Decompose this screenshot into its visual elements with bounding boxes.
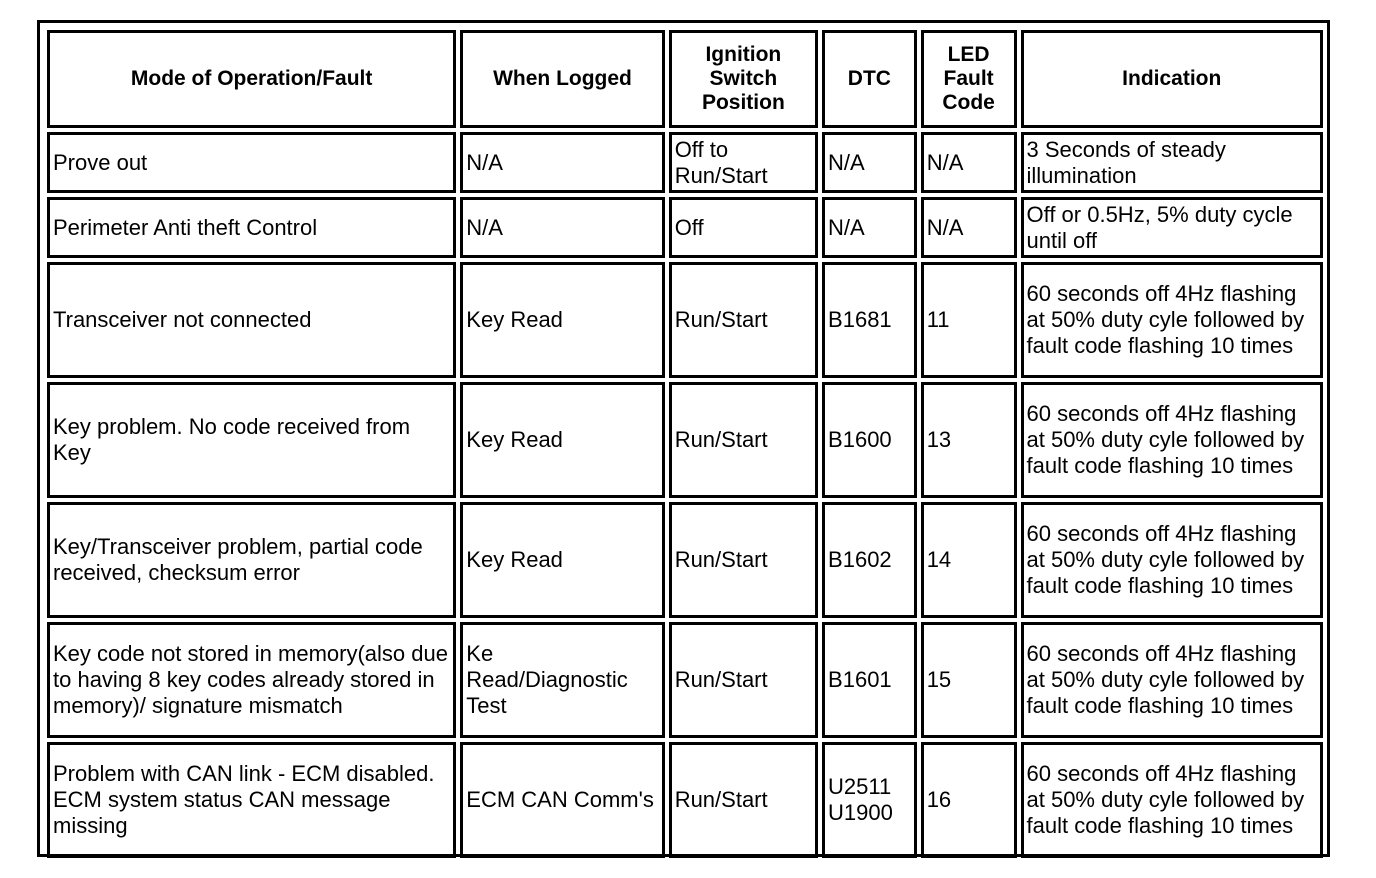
cell-logged: N/A: [460, 197, 664, 258]
cell-indication: Off or 0.5Hz, 5% duty cycle until off: [1021, 197, 1324, 258]
cell-indication: 60 seconds off 4Hz flashing at 50% duty cyle followed by fault code flashing 10 times: [1021, 622, 1324, 738]
header-row: [47, 30, 1323, 128]
header-mode: Mode of Operation/Fault: [47, 30, 456, 128]
cell-mode: Prove out: [47, 132, 456, 193]
cell-logged: Key Read: [460, 262, 664, 378]
cell-dtc: B1600: [822, 382, 917, 498]
header-led: LED Fault Code: [921, 30, 1017, 128]
cell-mode: Key/Transceiver problem, partial code received, checksum error: [47, 502, 456, 618]
cell-mode: Perimeter Anti theft Control: [47, 197, 456, 258]
cell-ignition: Run/Start: [669, 502, 818, 618]
cell-indication: 3 Seconds of steady illumination: [1021, 132, 1324, 193]
table-row: [47, 197, 1323, 258]
fault-table: [43, 26, 1327, 862]
cell-dtc: N/A: [822, 132, 917, 193]
cell-ignition: Run/Start: [669, 622, 818, 738]
header-dtc: DTC: [822, 30, 917, 128]
cell-logged: Key Read: [460, 382, 664, 498]
cell-logged: Key Read: [460, 502, 664, 618]
header-ignition: Ignition Switch Position: [669, 30, 818, 128]
cell-dtc: B1602: [822, 502, 917, 618]
cell-ignition: Run/Start: [669, 742, 818, 858]
cell-mode: Transceiver not connected: [47, 262, 456, 378]
cell-led: 16: [921, 742, 1017, 858]
cell-led: 13: [921, 382, 1017, 498]
cell-indication: 60 seconds off 4Hz flashing at 50% duty cyle followed by fault code flashing 10 times: [1021, 262, 1324, 378]
cell-ignition: Off to Run/Start: [669, 132, 818, 193]
cell-dtc: N/A: [822, 197, 917, 258]
cell-dtc: B1601: [822, 622, 917, 738]
table-frame: [37, 20, 1330, 857]
cell-logged: Ke Read/Diagnostic Test: [460, 622, 664, 738]
header-indication: Indication: [1021, 30, 1324, 128]
table-row: [47, 132, 1323, 193]
cell-led: 14: [921, 502, 1017, 618]
table-row: [47, 502, 1323, 618]
cell-logged: ECM CAN Comm's: [460, 742, 664, 858]
cell-ignition: Run/Start: [669, 262, 818, 378]
cell-dtc: B1681: [822, 262, 917, 378]
cell-led: 15: [921, 622, 1017, 738]
cell-mode: Key code not stored in memory(also due to having 8 key codes already stored in memory)/ signature mismatch: [47, 622, 456, 738]
cell-led: 11: [921, 262, 1017, 378]
cell-mode: Problem with CAN link - ECM disabled. ECM system status CAN message missing: [47, 742, 456, 858]
cell-indication: 60 seconds off 4Hz flashing at 50% duty cyle followed by fault code flashing 10 times: [1021, 502, 1324, 618]
table-row: [47, 262, 1323, 378]
cell-dtc: U2511 U1900: [822, 742, 917, 858]
cell-ignition: Off: [669, 197, 818, 258]
cell-led: N/A: [921, 197, 1017, 258]
cell-led: N/A: [921, 132, 1017, 193]
table-row: [47, 742, 1323, 858]
header-when-logged: When Logged: [460, 30, 664, 128]
cell-ignition: Run/Start: [669, 382, 818, 498]
table-row: [47, 622, 1323, 738]
cell-logged: N/A: [460, 132, 664, 193]
cell-indication: 60 seconds off 4Hz flashing at 50% duty cyle followed by fault code flashing 10 times: [1021, 382, 1324, 498]
cell-indication: 60 seconds off 4Hz flashing at 50% duty cyle followed by fault code flashing 10 times: [1021, 742, 1324, 858]
cell-mode: Key problem. No code received from Key: [47, 382, 456, 498]
table-row: [47, 382, 1323, 498]
